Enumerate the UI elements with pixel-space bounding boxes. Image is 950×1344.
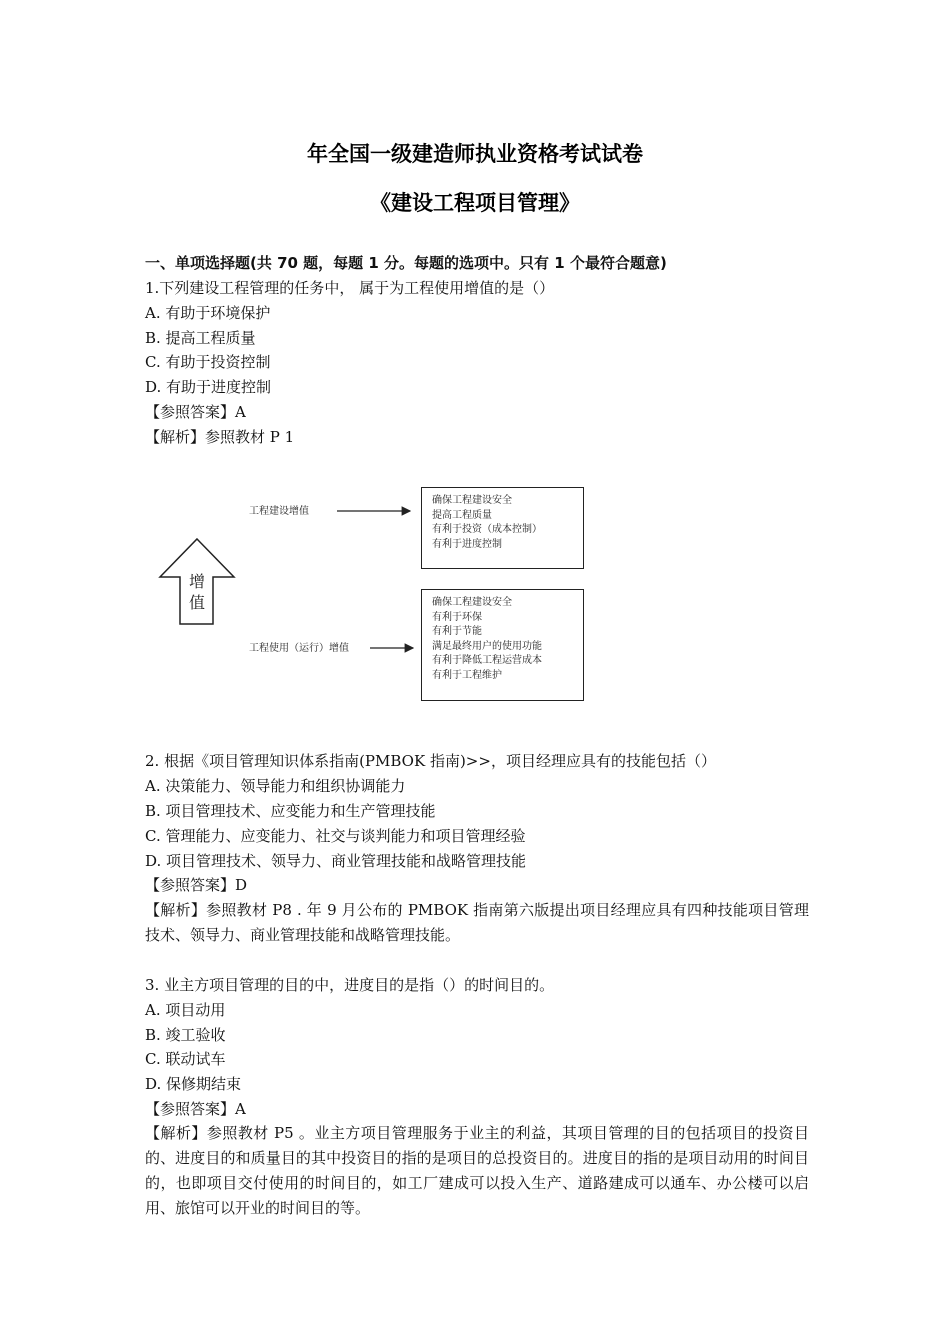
box-item: 确保工程建设安全 xyxy=(432,597,512,608)
up-arrow-label-1: 增 xyxy=(188,572,205,591)
document-title: 年全国一级建造师执业资格考试试卷 xyxy=(307,142,643,166)
box-item: 有利于工程维护 xyxy=(432,669,502,681)
question-1-stem: 1.下列建设工程管理的任务中， 属于为工程使用增值的是（） xyxy=(145,279,555,297)
question-1-answer: 【参照答案】A xyxy=(145,403,246,421)
box-item: 确保工程建设安全 xyxy=(432,495,512,506)
question-1-option-b: B. 提高工程质量 xyxy=(145,329,256,347)
question-1-option-a: A. 有助于环境保护 xyxy=(145,304,271,322)
up-arrow-label-2: 值 xyxy=(188,593,205,612)
document-subtitle: 《建设工程项目管理》 xyxy=(370,191,580,215)
label-operation-value: 工程使用（运行）增值 xyxy=(249,643,349,654)
question-1-option-c: C. 有助于投资控制 xyxy=(145,353,271,371)
box-item: 有利于降低工程运营成本 xyxy=(432,655,542,666)
question-3-option-d: D. 保修期结束 xyxy=(145,1075,242,1093)
question-3-stem: 3. 业主方项目管理的目的中，进度目的是指（）的时间目的。 xyxy=(145,976,555,994)
box-item: 有利于环保 xyxy=(432,611,482,623)
question-3-option-a: A. 项目动用 xyxy=(145,1001,226,1019)
question-2-answer: 【参照答案】D xyxy=(145,876,248,894)
question-2-option-c: C. 管理能力、应变能力、社交与谈判能力和项目管理经验 xyxy=(145,827,526,845)
question-2-option-d: D. 项目管理技术、领导力、商业管理技能和战略管理技能 xyxy=(145,852,527,870)
box-item: 提高工程质量 xyxy=(432,509,492,521)
label-construction-value: 工程建设增值 xyxy=(249,506,309,517)
question-3-answer: 【参照答案】A xyxy=(145,1100,246,1118)
question-2-option-a: A. 决策能力、领导能力和组织协调能力 xyxy=(145,777,406,795)
section-heading: 一、单项选择题(共 70 题，每题 1 分。每题的选项中。只有 1 个最符合题意) xyxy=(145,254,667,272)
question-1-analysis: 【解析】参照教材 P 1 xyxy=(145,428,295,446)
construction-value-box xyxy=(421,487,584,569)
operation-value-box xyxy=(421,589,584,701)
question-3-option-b: B. 竣工验收 xyxy=(145,1026,226,1044)
question-2-analysis: 【解析】参照教材 P8 . 年 9 月公布的 PMBOK 指南第六版提出项目经理应具有四种技能项目管理技术、领导力、商业管理技能和战略管理技能。 xyxy=(145,901,809,944)
box-item: 满足最终用户的使用功能 xyxy=(432,640,542,652)
question-2-option-b: B. 项目管理技术、应变能力和生产管理技能 xyxy=(145,802,436,820)
question-3-option-c: C. 联动试车 xyxy=(145,1050,226,1068)
question-2-stem: 2. 根据《项目管理知识体系指南(PMBOK 指南)>>，项目经理应具有的技能包括（） xyxy=(145,752,716,770)
box-item: 有利于投资（成本控制） xyxy=(432,524,542,535)
box-item: 有利于进度控制 xyxy=(432,538,502,550)
question-1-option-d: D. 有助于进度控制 xyxy=(145,378,272,396)
box-item: 有利于节能 xyxy=(432,626,482,637)
question-3-analysis: 【解析】参照教材 P5 。业主方项目管理服务于业主的利益，其项目管理的目的包括项目的投资目的、进度目的和质量目的其中投资目的指的是项目的总投资目的。进度目的指的是项目动用的时间目的，也即项目交付使用的时间目的，如工厂建成可以投入生产、道路建成可以通车、办公楼可以启用、旅馆可以开业的时间目的等。 xyxy=(145,1124,809,1217)
